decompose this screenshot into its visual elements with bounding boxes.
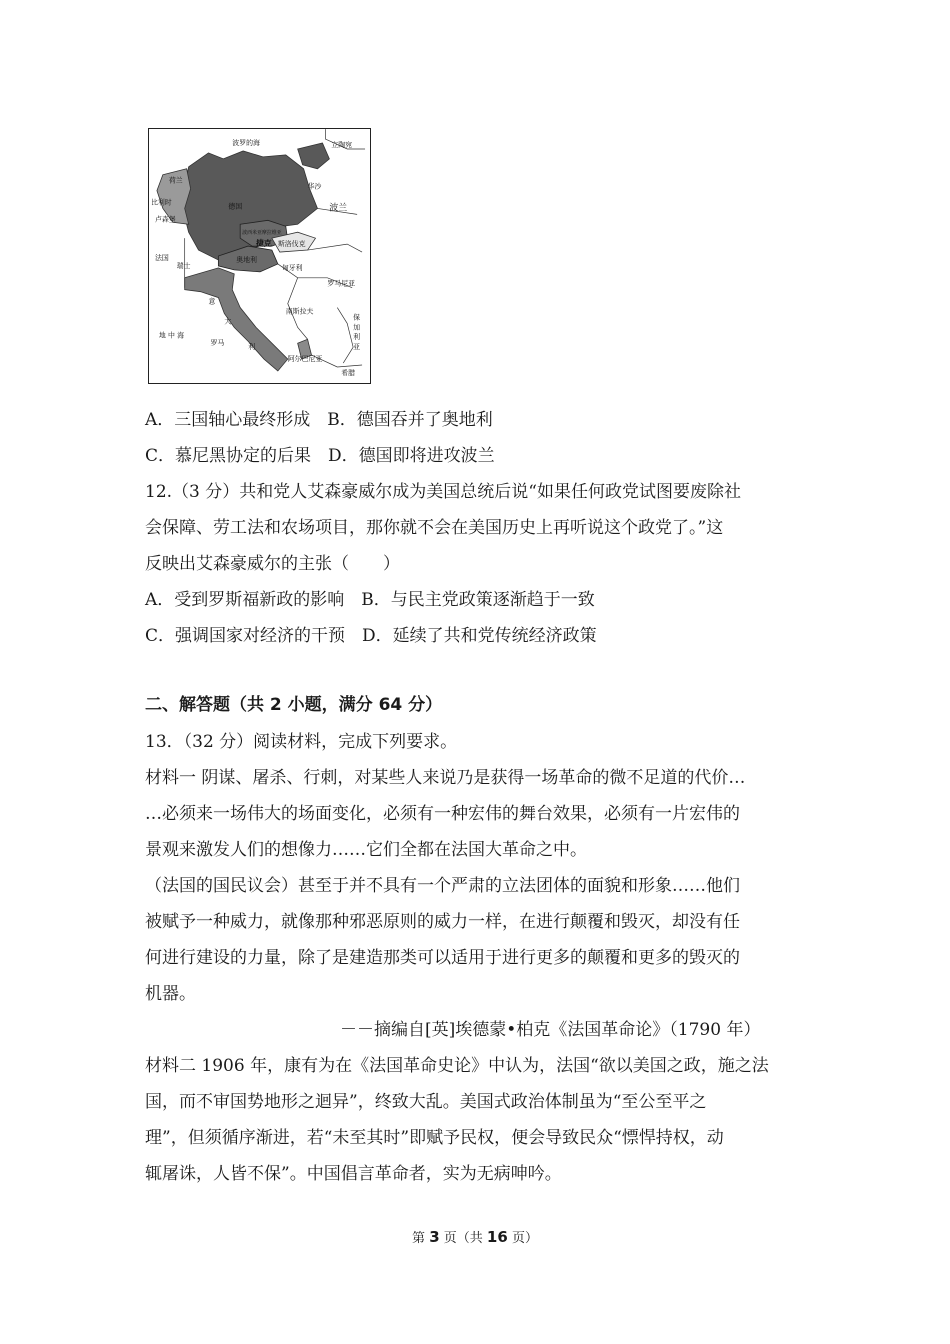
- q11-options-line-1: A．三国轴心最终形成 B．德国吞并了奥地利: [145, 410, 493, 430]
- map-label-austria: 奥地利: [236, 255, 257, 264]
- q12-stem-line-3: 反映出艾森豪威尔的主张（ ）: [145, 554, 400, 574]
- q11-options-line-2: C．慕尼黑协定的后果 D．德国即将进攻波兰: [145, 446, 495, 466]
- map-label-romania: 罗马尼亚: [327, 279, 356, 288]
- map-label-switzerland: 瑞士: [176, 261, 191, 270]
- footer-prefix: 第: [412, 1231, 426, 1246]
- q13-material1-line-1: 材料一 阴谋、屠杀、行刺，对某些人来说乃是获得一场革命的微不足道的代价…: [145, 768, 746, 788]
- map-label-luxembourg: 卢森堡: [154, 215, 176, 224]
- q13-material2-line-3: 理”，但须循序渐进，若“未至其时”即赋予民权，便会导致民众“慓悍持权，动: [145, 1128, 724, 1148]
- q13-material2-line-2: 国，而不审国势地形之迴异”，终致大乱。美国式政治体制虽为“至公至平之: [145, 1092, 707, 1112]
- q13-material1-line-4: （法国的国民议会）甚至于并不具有一个严肃的立法团体的面貌和形象……他们: [145, 876, 740, 896]
- q13-material1-line-7: 机器。: [145, 984, 196, 1004]
- q13-material1-line-6: 何进行建设的力量，除了是建造那类可以适用于进行更多的颠覆和更多的毁灭的: [145, 948, 740, 968]
- map-label-italy-1: 意: [208, 297, 216, 306]
- east-prussia-region: [298, 143, 330, 169]
- europe-map-svg: [149, 129, 370, 383]
- map-label-albania: 阿尔巴尼亚: [287, 355, 323, 364]
- q13-stem: 13．（32 分）阅读材料，完成下列要求。: [145, 732, 458, 752]
- map-label-greece: 希腊: [341, 368, 356, 377]
- map-label-hungary: 匈牙利: [281, 263, 303, 272]
- footer-mid: 页（共: [443, 1231, 483, 1246]
- q13-material1-line-2: …必须来一场伟大的场面变化，必须有一种宏伟的舞台效果，必须有一片宏伟的: [145, 804, 740, 824]
- map-label-bohemia: 波西米亚摩拉维亚: [242, 230, 282, 237]
- italy-region: [185, 268, 288, 371]
- map-label-lithuania: 立陶宛: [331, 140, 353, 149]
- map-label-belgium: 比利时: [150, 198, 172, 207]
- map-label-czech: 捷克: [256, 239, 272, 249]
- map-label-poland: 波兰: [329, 203, 348, 214]
- map-label-warsaw: 华沙: [307, 182, 322, 191]
- footer-suffix: 页）: [511, 1231, 538, 1246]
- q12-stem-line-2: 会保障、劳工法和农场项目，那你就不会在美国历史上再听说这个政党了。”这: [145, 518, 724, 538]
- map-label-bulgaria-2: 加: [353, 323, 361, 332]
- map-label-italy-3: 利: [248, 343, 256, 352]
- map-label-slovakia: 斯洛伐克: [277, 240, 306, 249]
- map-label-france: 法国: [154, 253, 169, 262]
- footer-page-number: 3: [429, 1228, 440, 1246]
- q13-material2-line-4: 辄屠诛，人皆不保”。中国倡言革命者，实为无病呻吟。: [145, 1164, 562, 1184]
- map-label-italy-2: 大: [224, 317, 232, 326]
- page-footer: [0, 1228, 950, 1248]
- map-label-rome: 罗马: [210, 339, 225, 348]
- q13-material1-line-3: 景观来激发人们的想像力……它们全都在法国大革命之中。: [145, 840, 587, 860]
- map-label-germany: 德国: [228, 202, 243, 211]
- map-label-bulgaria-3: 利: [353, 333, 361, 342]
- map-label-bulgaria-4: 亚: [353, 343, 361, 352]
- map-label-bulgaria-1: 保: [353, 313, 361, 322]
- q13-material1-source: －－摘编自[英]埃德蒙•柏克《法国革命论》（1790 年）: [340, 1020, 761, 1040]
- q12-stem-line-1: 12.（3 分）共和党人艾森豪威尔成为美国总统后说“如果任何政党试图要废除社: [145, 482, 741, 502]
- q13-material2-line-1: 材料二 1906 年，康有为在《法国革命史论》中认为，法国“欲以美国之政，施之法: [145, 1056, 769, 1076]
- footer-total-pages: 16: [486, 1228, 508, 1246]
- map-label-baltic-sea: 波罗的海: [232, 139, 260, 148]
- q13-material1-line-5: 被赋予一种威力，就像那种邪恶原则的威力一样，在进行颠覆和毁灭，却没有任: [145, 912, 740, 932]
- section-heading: 二、解答题（共 2 小题，满分 64 分）: [145, 695, 443, 715]
- q12-options-line-1: A．受到罗斯福新政的影响 B．与民主党政策逐渐趋于一致: [145, 590, 595, 610]
- map-label-mediterranean: 地 中 海: [158, 331, 185, 340]
- map-label-holland: 荷兰: [168, 176, 183, 185]
- q12-options-line-2: C．强调国家对经济的干预 D．延续了共和党传统经济政策: [145, 626, 597, 646]
- europe-map-figure: [148, 128, 371, 384]
- map-label-yugoslavia: 南斯拉夫: [285, 307, 314, 316]
